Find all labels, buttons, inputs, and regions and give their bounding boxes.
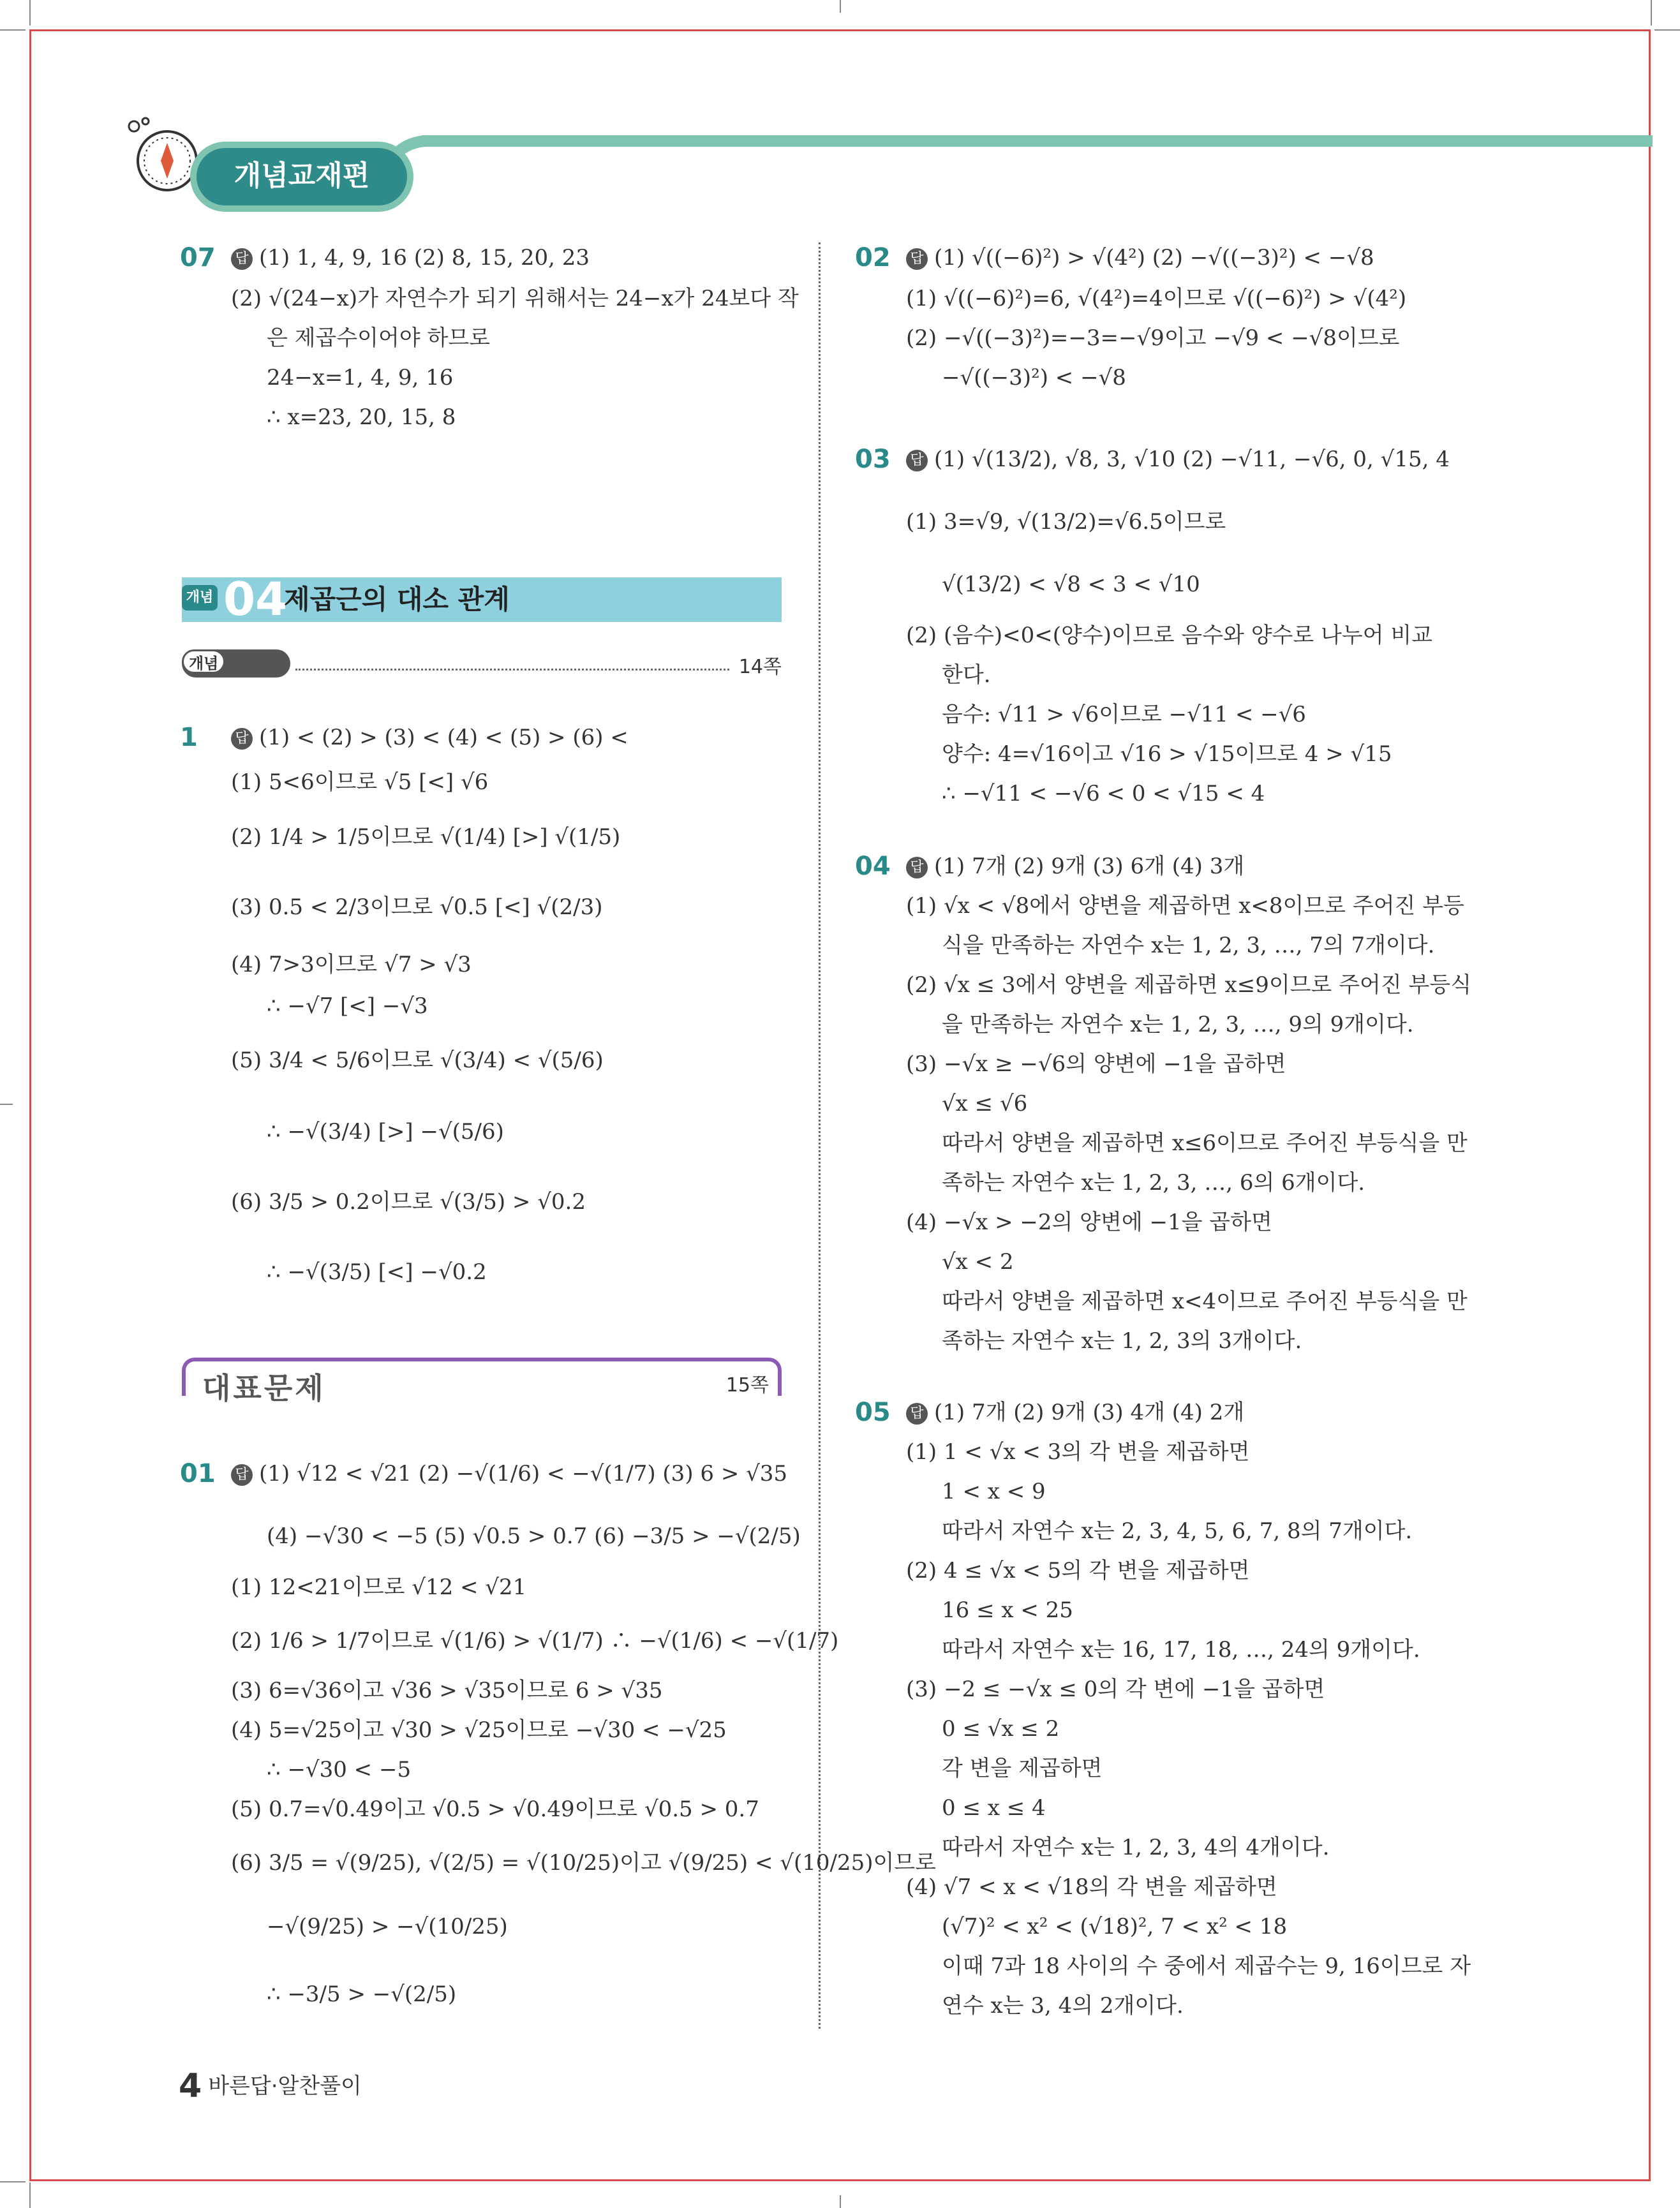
- crop-mark: [1654, 29, 1680, 31]
- solution-line: 은 제곱수이어야 하므로: [267, 325, 491, 351]
- solution-line: ∴ −√30 < −5: [267, 1757, 412, 1782]
- answer-line: (4) −√30 < −5 (5) √0.5 > 0.7 (6) −3/5 > −√(2/5): [267, 1523, 801, 1549]
- answer-line: 답 (1) 1, 4, 9, 16 (2) 8, 15, 20, 23: [231, 244, 590, 272]
- solution-line: 을 만족하는 자연수 x는 1, 2, 3, …, 9의 9개이다.: [942, 1012, 1414, 1037]
- crop-mark: [0, 29, 26, 31]
- solution-line: (2) (음수)<0<(양수)이므로 음수와 양수로 나누어 비교: [906, 623, 1433, 648]
- check-label: 확인하기: [186, 683, 245, 700]
- solution-line: 한다.: [942, 662, 991, 688]
- answer-badge-icon: 답: [231, 1464, 253, 1486]
- solution-line: (2) 1/6 > 1/7이므로 √(1/6) > √(1/7) ∴ −√(1/6) < −√(1/7): [231, 1628, 839, 1654]
- solution-line: (1) √((−6)²)=6, √(4²)=4이므로 √((−6)²) > √(4²): [906, 286, 1407, 311]
- question-number: 02: [855, 243, 891, 272]
- solution-line: 족하는 자연수 x는 1, 2, 3의 3개이다.: [942, 1328, 1302, 1354]
- answer-line: 답 (1) √12 < √21 (2) −√(1/6) < −√(1/7) (3) 6 > √35: [231, 1460, 787, 1488]
- solution-line: (3) −2 ≤ −√x ≤ 0의 각 변에 −1을 곱하면: [906, 1677, 1325, 1702]
- answer-badge-icon: 답: [906, 248, 928, 270]
- solution-line: 24−x=1, 4, 9, 16: [267, 365, 454, 390]
- solution-line: (4) 7>3이므로 √7 > √3: [231, 952, 472, 977]
- solution-line: −√((−3)²) < −√8: [942, 365, 1126, 390]
- answer-badge-icon: 답: [906, 857, 928, 878]
- solution-line: (6) 3/5 = √(9/25), √(2/5) = √(10/25)이고 √(9/25) < √(10/25)이므로: [231, 1850, 936, 1876]
- solution-line: (2) 1/4 > 1/5이므로 √(1/4) [>] √(1/5): [231, 824, 621, 850]
- solution-line: (3) −√x ≥ −√6의 양변에 −1을 곱하면: [906, 1051, 1286, 1077]
- page-footer: [179, 2067, 362, 2105]
- answer-line: 답 (1) √(13/2), √8, 3, √10 (2) −√11, −√6, 0, √15, 4: [906, 445, 1450, 473]
- crop-mark: [29, 0, 31, 26]
- representative-problems-header: [182, 1358, 782, 1405]
- crop-mark: [1651, 0, 1652, 26]
- solution-line: (1) 12<21이므로 √12 < √21: [231, 1574, 527, 1600]
- solution-line: 각 변을 제곱하면: [942, 1756, 1103, 1781]
- solution-line: ∴ −√11 < −√6 < 0 < √15 < 4: [942, 781, 1265, 806]
- page-reference: 14쪽: [738, 656, 782, 678]
- crop-mark: [840, 0, 841, 13]
- solution-line: 연수 x는 3, 4의 2개이다.: [942, 1993, 1184, 2019]
- solution-line: √(13/2) < √8 < 3 < √10: [942, 572, 1200, 597]
- solution-line: 식을 만족하는 자연수 x는 1, 2, 3, …, 7의 7개이다.: [942, 933, 1435, 958]
- concept-check-header: [182, 649, 782, 700]
- question-number: 1: [180, 723, 198, 752]
- solution-line: 양수: 4=√16이고 √16 > √15이므로 4 > √15: [942, 741, 1392, 767]
- crop-mark: [0, 2181, 26, 2182]
- answer-badge-icon: 답: [231, 248, 253, 270]
- concept-label: 개념: [182, 649, 225, 674]
- solution-line: 따라서 자연수 x는 2, 3, 4, 5, 6, 7, 8의 7개이다.: [942, 1518, 1413, 1544]
- solution-line: ∴ −√(3/4) [>] −√(5/6): [267, 1119, 504, 1145]
- solution-line: 따라서 자연수 x는 16, 17, 18, …, 24의 9개이다.: [942, 1637, 1420, 1663]
- solution-line: (5) 3/4 < 5/6이므로 √(3/4) < √(5/6): [231, 1048, 604, 1073]
- solution-line: ∴ −√(3/5) [<] −√0.2: [267, 1259, 487, 1285]
- crop-mark: [29, 2182, 31, 2208]
- solution-line: (5) 0.7=√0.49이고 √0.5 > √0.49이므로 √0.5 > 0.7: [231, 1797, 759, 1822]
- solution-line: 1 < x < 9: [942, 1479, 1046, 1504]
- solution-line: (3) 0.5 < 2/3이므로 √0.5 [<] √(2/3): [231, 894, 603, 920]
- solution-line: (1) 1 < √x < 3의 각 변을 제곱하면: [906, 1439, 1250, 1465]
- question-number: 01: [180, 1459, 216, 1488]
- solution-line: ∴ −3/5 > −√(2/5): [267, 1982, 457, 2007]
- solution-line: (4) 5=√25이고 √30 > √25이므로 −√30 < −√25: [231, 1717, 727, 1743]
- solution-line: 음수: √11 > √6이므로 −√11 < −√6: [942, 702, 1306, 727]
- page-number: 4: [179, 2067, 202, 2105]
- solution-line: ∴ −√7 [<] −√3: [267, 993, 428, 1019]
- solution-line: 0 ≤ x ≤ 4: [942, 1795, 1046, 1821]
- solution-line: 따라서 양변을 제곱하면 x<4이므로 주어진 부등식을 만: [942, 1289, 1468, 1314]
- solution-line: √x ≤ √6: [942, 1091, 1028, 1116]
- page-reference: 15쪽: [726, 1369, 769, 1397]
- solution-line: 족하는 자연수 x는 1, 2, 3, …, 6의 6개이다.: [942, 1170, 1365, 1196]
- solution-line: 0 ≤ √x ≤ 2: [942, 1716, 1060, 1742]
- crop-mark: [0, 1104, 13, 1105]
- section-tag: 개념: [182, 585, 218, 611]
- answer-badge-icon: 답: [906, 450, 928, 471]
- answer-badge-icon: 답: [906, 1403, 928, 1425]
- solution-line: (6) 3/5 > 0.2이므로 √(3/5) > √0.2: [231, 1189, 586, 1215]
- solution-line: (4) √7 < x < √18의 각 변을 제곱하면: [906, 1874, 1277, 1900]
- question-number: 03: [855, 445, 891, 474]
- solution-line: −√(9/25) > −√(10/25): [267, 1914, 508, 1939]
- dotted-leader: [295, 669, 729, 671]
- answer-line: 답 (1) < (2) > (3) < (4) < (5) > (6) <: [231, 723, 628, 752]
- section-header: [182, 572, 782, 626]
- solution-line: (1) √x < √8에서 양변을 제곱하면 x<8이므로 주어진 부등: [906, 893, 1464, 919]
- solution-line: (2) √(24−x)가 자연수가 되기 위해서는 24−x가 24보다 작: [231, 286, 799, 311]
- solution-line: (4) −√x > −2의 양변에 −1을 곱하면: [906, 1210, 1272, 1235]
- question-number: 05: [855, 1398, 891, 1427]
- answer-line: 답 (1) √((−6)²) > √(4²) (2) −√((−3)²) < −√8: [906, 244, 1374, 272]
- solution-line: (1) 5<6이므로 √5 [<] √6: [231, 769, 489, 795]
- concept-check-pill: [182, 649, 290, 700]
- solution-line: √x < 2: [942, 1249, 1014, 1275]
- answer-line: 답 (1) 7개 (2) 9개 (3) 4개 (4) 2개: [906, 1398, 1244, 1426]
- solution-line: (2) √x ≤ 3에서 양변을 제곱하면 x≤9이므로 주어진 부등식: [906, 972, 1472, 998]
- solution-line: (3) 6=√36이고 √36 > √35이므로 6 > √35: [231, 1678, 663, 1703]
- question-number: 04: [855, 852, 891, 881]
- section-title: 제곱근의 대소 관계: [284, 584, 510, 615]
- footer-label: 바른답·알찬풀이: [208, 2073, 362, 2099]
- solution-line: (1) 3=√9, √(13/2)=√6.5이므로: [906, 509, 1226, 535]
- header-badge: 개념교재편: [190, 142, 413, 212]
- solution-line: 16 ≤ x < 25: [942, 1597, 1073, 1623]
- solution-line: 이때 7과 18 사이의 수 중에서 제곱수는 9, 16이므로 자: [942, 1953, 1471, 1979]
- section-number: 04: [223, 572, 288, 626]
- solution-line: ∴ x=23, 20, 15, 8: [267, 404, 456, 430]
- question-number: 07: [180, 243, 216, 272]
- solution-line: (2) 4 ≤ √x < 5의 각 변을 제곱하면: [906, 1558, 1250, 1583]
- solution-line: 따라서 양변을 제곱하면 x≤6이므로 주어진 부등식을 만: [942, 1130, 1468, 1156]
- crop-mark: [840, 2195, 841, 2208]
- solution-line: 따라서 자연수 x는 1, 2, 3, 4의 4개이다.: [942, 1835, 1330, 1860]
- answer-badge-icon: 답: [231, 728, 253, 750]
- representative-title: 대표문제: [198, 1365, 330, 1407]
- solution-line: (2) −√((−3)²)=−3=−√9이고 −√9 < −√8이므로: [906, 325, 1400, 351]
- column-divider: [819, 242, 821, 2029]
- answer-line: 답 (1) 7개 (2) 9개 (3) 6개 (4) 3개: [906, 852, 1244, 880]
- header-bar: [421, 135, 1653, 147]
- solution-line: (√7)² < x² < (√18)², 7 < x² < 18: [942, 1914, 1288, 1939]
